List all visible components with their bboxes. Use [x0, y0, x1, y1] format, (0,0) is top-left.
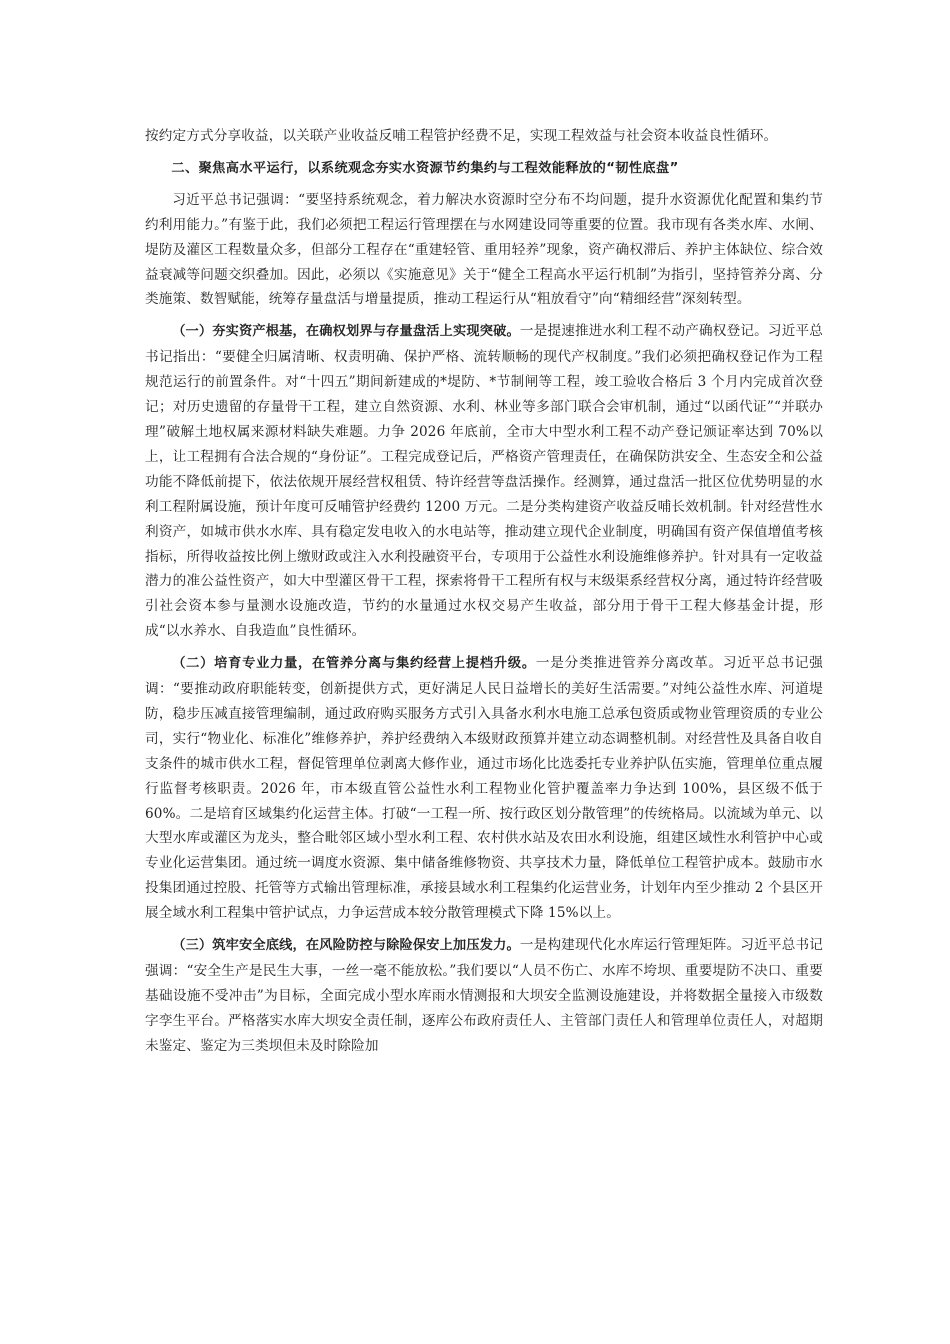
subsection-body-3: 一是构建现代化水库运行管理矩阵。习近平总书记强调：“安全生产是民生大事，一丝一毫不能放松。”我们要以“人员不伤亡、水库不垮坝、重要堤防不决口、重要基础设施不受冲击”为目标，全面完成小型水库雨水情测报和大坝安全监测设施建设，并将数据全量接入市级数字孪生平台。严格落实水库大坝安全责任制，逐库公布政府责任人、主管部门责任人和管理单位责任人，对超期未鉴定、鉴定为三类坝但未及时除险加	[145, 937, 823, 1054]
subsection-paragraph-1	[145, 319, 823, 644]
intro-paragraph: 习近平总书记强调：“要坚持系统观念，着力解决水资源时空分布不均问题，提升水资源优化配置和集约节约利用能力。”有鉴于此，我们必须把工程运行管理摆在与水网建设同等重要的位置。我市现有各类水库、水闸、堤防及灌区工程数量众多，但部分工程存在“重建轻管、重用轻养”现象，资产确权滞后、养护主体缺位、综合效益衰减等问题交织叠加。因此，必须以《实施意见》关于“健全工程高水平运行机制”为指引，坚持管养分离、分类施策、数智赋能，统筹存量盘活与增量提质，推动工程运行从“粗放看守”向“精细经营”深刻转型。	[145, 191, 823, 308]
subsection-lead-2: （二）培育专业力量，在管养分离与集约经营上提档升级。	[172, 656, 536, 672]
subsection-body-2: 一是分类推进管养分离改革。习近平总书记强调：“要推动政府职能转变，创新提供方式，更好满足人民日益增长的美好生活需要。”对纯公益性水库、河道堤防，稳步压减直接管理编制，通过政府购买服务方式引入具备水利水电施工总承包资质或物业管理资质的专业公司，实行“物业化、标准化”维修养护，养护经费纳入本级财政预算并建立动态调整机制。对经营性及具备自收自支条件的城市供水工程，督促管理单位剥离大修作业，通过市场化比选委托专业养护队伍实施，管理单位重点履行监督考核职责。2026 年，市本级直管公益性水利工程物业化管护覆盖率力争达到 100%，县区级不低于 60%。二是培育区域集约化运营主体。打破“一工程一所、按行政区划分散管理”的传统格局。以流域为单元、以大型水库或灌区为龙头，整合毗邻区域小型水利工程、农村供水站及农田水利设施，组建区域性水利管护中心或专业化运营集团。通过统一调度水资源、集中储备维修物资、共享技术力量，降低单位工程管护成本。鼓励市水投集团通过控股、托管等方式输出管理标准，承接县域水利工程集约化运营业务，计划年内至少推动 2 个县区开展全域水利工程集中管护试点，力争运营成本较分散管理模式下降 15%以上。	[145, 655, 823, 922]
subsection-body-1: 一是提速推进水利工程不动产确权登记。习近平总书记指出：“要健全归属清晰、权责明确、保护严格、流转顺畅的现代产权制度。”我们必须把确权登记作为工程规范运行的前置条件。对“十四五”期间新建成的*堤防、*节制闸等工程，竣工验收合格后 3 个月内完成首次登记；对历史遗留的存量骨干工程，建立自然资源、水利、林业等多部门联合会审机制，通过“以函代证”“并联办理”破解土地权属来源材料缺失难题。力争 2026 年底前，全市大中型水利工程不动产登记颁证率达到 70%以上，让工程拥有合法合规的“身份证”。工程完成登记后，严格资产管理责任，在确保防洪安全、生态安全和公益功能不降低前提下，依法依规开展经营权租赁、特许经营等盘活操作。经测算，通过盘活一批区位优势明显的水利工程附属设施，预计年度可反哺管护经费约 1200 万元。二是分类构建资产收益反哺长效机制。针对经营性水利资产，如城市供水水库、具有稳定发电收入的水电站等，推动建立现代企业制度，明确国有资产保值增值考核指标，所得收益按比例上缴财政或注入水利投融资平台，专项用于公益性水利设施维修养护。针对具有一定收益潜力的准公益性资产，如大中型灌区骨干工程，探索将骨干工程所有权与末级渠系经营权分离，通过特许经营吸引社会资本参与量测水设施改造，节约的水量通过水权交易产生收益，部分用于骨干工程大修基金计提，形成“以水养水、自我造血”良性循环。	[145, 323, 823, 640]
continuation-paragraph: 按约定方式分享收益，以关联产业收益反哺工程管护经费不足，实现工程效益与社会资本收益良性循环。	[145, 128, 778, 144]
section-heading: 二、聚焦高水平运行，以系统观念夯实水资源节约集约与工程效能释放的“韧性底盘”	[171, 160, 679, 176]
subsection-lead-1: （一）夯实资产根基，在确权划界与存量盘活上实现突破。	[172, 324, 520, 340]
document-body	[145, 124, 823, 1059]
subsection-lead-3: （三）筑牢安全底线，在风险防控与除险保安上加压发力。	[172, 938, 520, 954]
subsection-paragraph-2	[145, 651, 823, 926]
subsection-paragraph-3	[145, 933, 823, 1059]
